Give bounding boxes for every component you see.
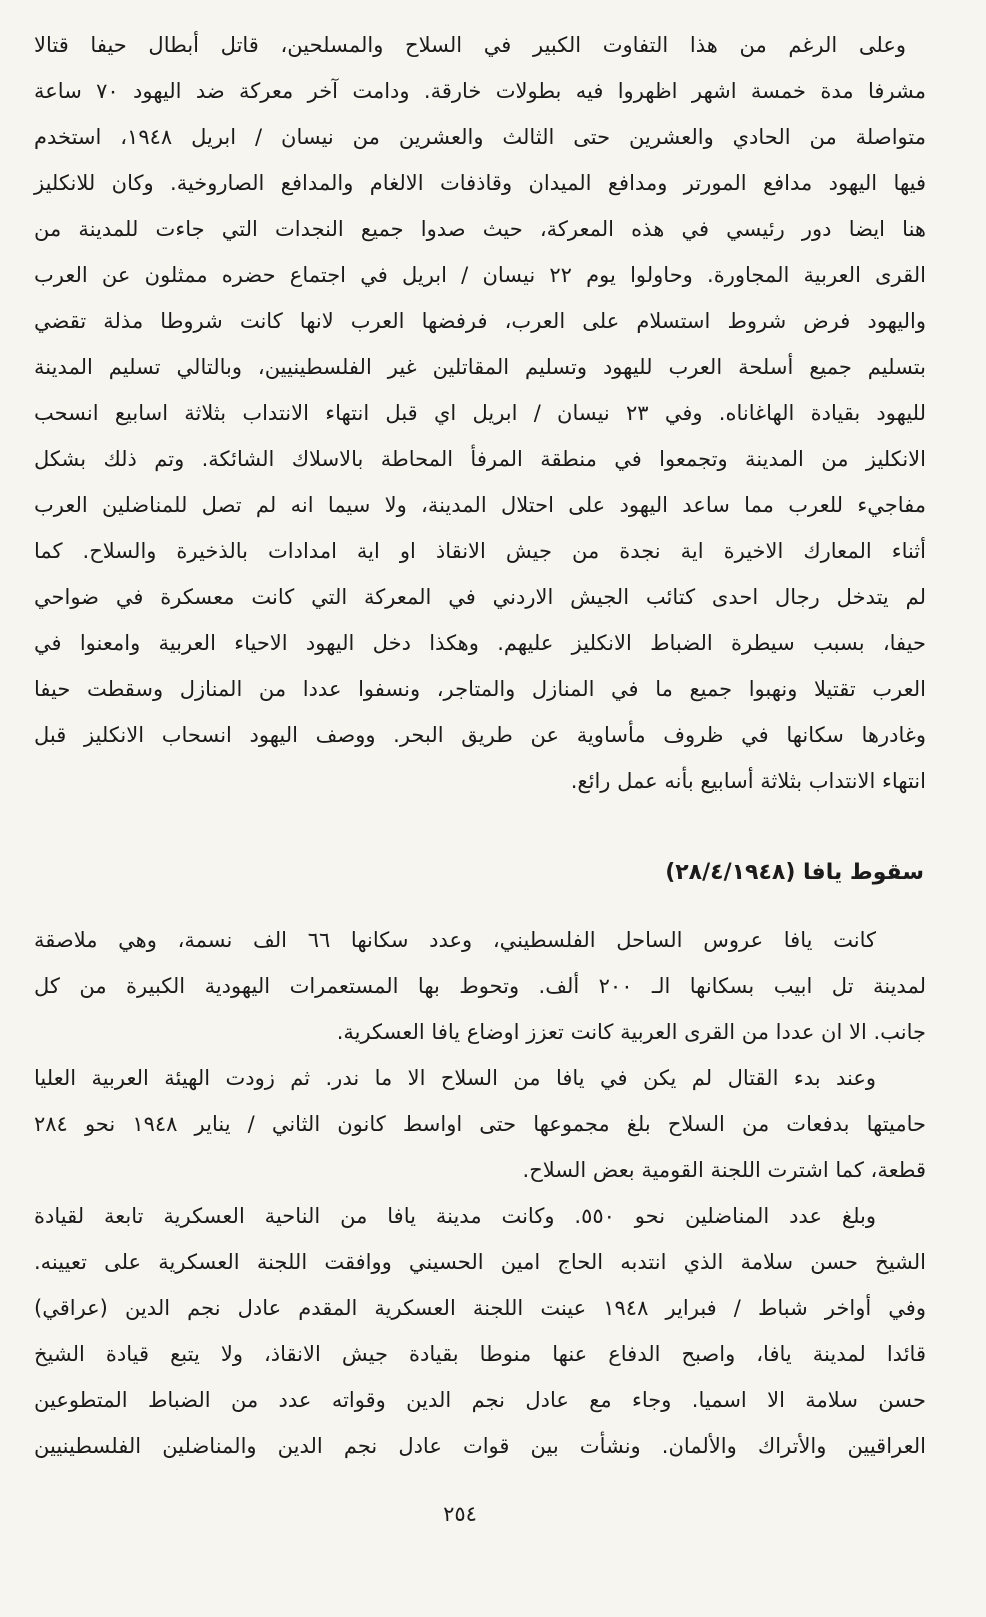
text-line: بتسليم جميع أسلحة العرب لليهود وتسليم المقاتلين غير الفلسطينيين، وبالتالي تسليم المدينة	[34, 355, 926, 379]
text-line: العرب تقتيلا ونهبوا جميع ما في المنازل والمتاجر، ونسفوا عددا من المنازل وسقطت حيفا	[34, 677, 926, 701]
text-line: لم يتدخل رجال احدى كتائب الجيش الاردني في المعركة التي كانت معسكرة في ضواحي	[34, 585, 926, 609]
text-line: أثناء المعارك الاخيرة اية نجدة من جيش الانقاذ او اية امدادات بالذخيرة والسلاح. كما	[34, 539, 926, 563]
text-line: وبلغ عدد المناضلين نحو ٥٥٠. وكانت مدينة يافا من الناحية العسكرية تابعة لقيادة	[34, 1204, 877, 1228]
text-line: لليهود بقيادة الهاغاناه. وفي ٢٣ نيسان / ابريل اي قبل انتهاء الانتداب بثلاثة اسابيع انسحب	[34, 401, 927, 425]
text-line: انتهاء الانتداب بثلاثة أسابيع بأنه عمل رائع.	[570, 769, 926, 793]
text-line: حسن سلامة الا اسميا. وجاء مع عادل نجم الدين وقواته عدد من الضباط المتطوعين	[34, 1388, 926, 1412]
text-line: وعلى الرغم من هذا التفاوت الكبير في السلاح والمسلحين، قاتل أبطال حيفا قتالا	[34, 33, 906, 57]
text-line: جانب. الا ان عددا من القرى العربية كانت تعزز اوضاع يافا العسكرية.	[336, 1020, 926, 1044]
text-line: القرى العربية المجاورة. وحاولوا يوم ٢٢ نيسان / ابريل في اجتماع حضره ممثلون عن العرب	[34, 263, 926, 287]
text-line: مفاجيء للعرب مما ساعد اليهود على احتلال المدينة، ولا سيما انه لم تصل للمناضلين العرب	[34, 493, 926, 517]
text-line: مشرفا مدة خمسة اشهر اظهروا فيه بطولات خارقة. ودامت آخر معركة ضد اليهود ٧٠ ساعة	[34, 79, 926, 103]
text-line: قائدا لمدينة يافا، واصبح الدفاع عنها منوطا بقيادة جيش الانقاذ، ولا يتبع قيادة الشيخ	[34, 1342, 926, 1366]
text-line: قطعة، كما اشترت اللجنة القومية بعض السلاح.	[522, 1158, 926, 1182]
page-number: ٢٥٤	[443, 1502, 477, 1526]
text-line: وعند بدء القتال لم يكن في يافا من السلاح الا ما ندر. ثم زودت الهيئة العربية العليا	[34, 1066, 876, 1090]
text-line: الانكليز من المدينة وتجمعوا في منطقة المرفأ المحاطة بالاسلاك الشائكة. وتم ذلك بشكل	[34, 447, 926, 471]
paragraph-haifa	[34, 22, 926, 804]
text-line: فيها اليهود مدافع المورتر ومدافع الميدان وقاذفات الالغام والمدافع الصاروخية. وكان للانكليز	[34, 171, 926, 195]
text-line: وفي أواخر شباط / فبراير ١٩٤٨ عينت اللجنة العسكرية المقدم عادل نجم الدين (عراقي)	[34, 1296, 926, 1320]
text-line: لمدينة تل ابيب بسكانها الـ ٢٠٠ ألف. وتحوط بها المستعمرات اليهودية الكبيرة من كل	[34, 974, 926, 998]
paragraph-jaffa	[34, 917, 926, 1469]
text-line: هنا ايضا دور رئيسي في هذه المعركة، حيث صدوا جميع النجدات التي جاءت للمدينة من	[34, 217, 926, 241]
text-line: وغادرها سكانها في ظروف مأساوية عن طريق البحر. ووصف اليهود انسحاب الانكليز قبل	[34, 723, 926, 747]
section-heading: سقوط يافا (٢٨/٤/١٩٤٨)	[665, 860, 924, 885]
text-line: كانت يافا عروس الساحل الفلسطيني، وعدد سكانها ٦٦ الف نسمة، وهي ملاصقة	[34, 928, 877, 952]
text-line: حيفا، بسبب سيطرة الضباط الانكليز عليهم. وهكذا دخل اليهود الاحياء العربية وامعنوا في	[34, 631, 926, 655]
text-line: الشيخ حسن سلامة الذي انتدبه الحاج امين الحسيني ووافقت اللجنة العسكرية على تعيينه.	[34, 1250, 926, 1274]
text-line: واليهود فرض شروط استسلام على العرب، فرفضها العرب لانها كانت شروطا مذلة تقضي	[34, 309, 926, 333]
text-line: العراقيين والأتراك والألمان. ونشأت بين قوات عادل نجم الدين والمناضلين الفلسطينيين	[34, 1434, 926, 1458]
text-line: متواصلة من الحادي والعشرين حتى الثالث والعشرين من نيسان / ابريل ١٩٤٨، استخدم	[34, 125, 926, 149]
text-line: حاميتها بدفعات من السلاح بلغ مجموعها حتى اواسط كانون الثاني / يناير ١٩٤٨ نحو ٢٨٤	[34, 1112, 926, 1136]
